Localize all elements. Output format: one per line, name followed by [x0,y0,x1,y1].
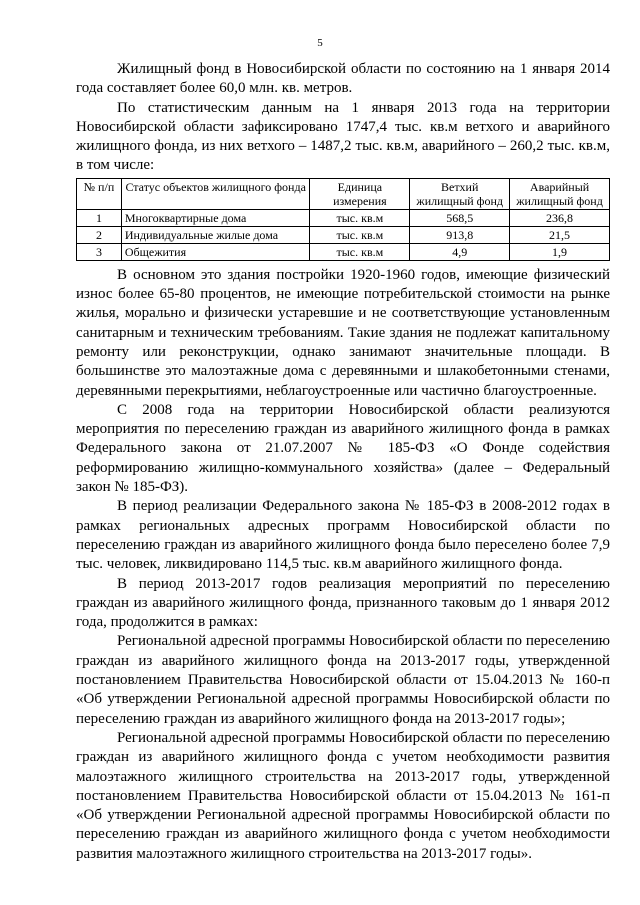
paragraph: По статистическим данным на 1 января 2013 года на территории Новосибирской области зафиксировано 1747,4 тыс. кв.м ветхого и аварийного жилищного фонда, из них ветхого – 1487,2 тыс. кв.м, аварийного – 260,2 тыс. кв.м, в том числе: [76,99,610,174]
paragraph: Жилищный фонд в Новосибирской области по состоянию на 1 января 2014 года составляет более 60,0 млн. кв. метров. [76,61,610,97]
table-cell: 568,5 [410,209,510,226]
table-row [77,243,610,260]
table-cell: 3 [77,243,122,260]
table-cell: 2 [77,226,122,243]
document-body [76,60,610,864]
table-cell: 1 [77,209,122,226]
paragraph: В период 2013-2017 годов реализация мероприятий по переселению граждан из аварийного жилищного фонда, признанного таковым до 1 января 2012 года, продолжится в рамках: [76,575,610,631]
column-header-dilapidated: Ветхий жилищный фонд [410,178,510,209]
table-cell: Многоквартирные дома [121,209,310,226]
column-header-emergency: Аварийный жилищный фонд [510,178,610,209]
table-cell: тыс. кв.м [310,226,410,243]
table-cell: 21,5 [510,226,610,243]
housing-stock-table [76,178,610,261]
paragraph: В период реализации Федерального закона № 185-ФЗ в 2008-2012 годах в рамках региональных адресных программ Новосибирской области по переселению граждан из аварийного жилищного фонда было переселено более 7,9 тыс. человек, ликвидировано 114,5 тыс. кв.м аварийного жилищного фонда. [76,498,610,573]
table-cell: 913,8 [410,226,510,243]
paragraph: Региональной адресной программы Новосибирской области по переселению граждан из аварийного жилищного фонда с учетом необходимости развития малоэтажного жилищного строительства на 2013-2017 годы, утвержденной постановлением Правительства Новосибирской области от 15.04.2013 № 161-п «Об утверждении Региональной адресной программы Новосибирской области по переселению граждан из аварийного жилищного фонда с учетом необходимости развития малоэтажного жилищного строительства на 2013-2017 годы». [76,729,610,862]
table-cell: 1,9 [510,243,610,260]
table-cell: Общежития [121,243,310,260]
table-cell: 4,9 [410,243,510,260]
column-header-unit: Единица измерения [310,178,410,209]
table-cell: тыс. кв.м [310,243,410,260]
paragraph: В основном это здания постройки 1920-1960 годов, имеющие физический износ более 65-80 процентов, не имеющие потребительской стоимости на рынке жилья, морально и физически устаревшие и не соответствующие установленным санитарным и техническим требованиям. Такие здания не подлежат капитальному ремонту или реконструкции, однако занимают значительные площади. В большинстве это малоэтажные дома с деревянными и шлакобетонными стенами, деревянными перекрытиями, неблагоустроенные или частично благоустроенные. [76,266,610,399]
column-header-status: Статус объектов жилищного фонда [121,178,310,209]
table-row [77,226,610,243]
table-header-row [77,178,610,209]
table-cell: тыс. кв.м [310,209,410,226]
column-header-number: № п/п [77,178,122,209]
table-cell: Индивидуальные жилые дома [121,226,310,243]
paragraph: С 2008 года на территории Новосибирской области реализуются мероприятия по переселению граждан из аварийного жилищного фонда в рамках Федерального закона от 21.07.2007 № 185-ФЗ «О Фонде содействия реформированию жилищно-коммунального хозяйства» (далее – Федеральный закон № 185-ФЗ). [76,401,610,496]
page-number: 5 [317,37,323,49]
table-row [77,209,610,226]
table-cell: 236,8 [510,209,610,226]
paragraph: Региональной адресной программы Новосибирской области по переселению граждан из аварийного жилищного фонда на 2013-2017 годы, утвержденной постановлением Правительства Новосибирской области от 15.04.2013 № 160-п «Об утверждении Региональной адресной программы Новосибирской области по переселению граждан из аварийного жилищного фонда на 2013-2017 годы»; [76,633,610,727]
